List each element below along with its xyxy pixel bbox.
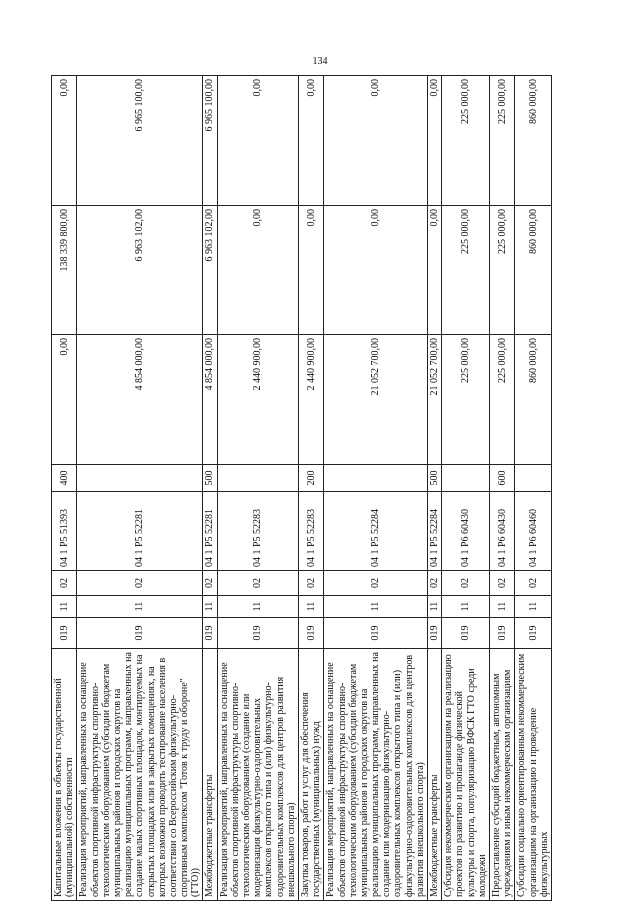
table-row — [324, 76, 428, 901]
amount-2-cell: 138 339 800,00 — [52, 206, 77, 335]
ved-cell: 019 — [203, 618, 217, 649]
pr-cell: 02 — [298, 571, 323, 596]
table-row — [52, 76, 77, 901]
amount-3-cell: 6 965 100,00 — [77, 76, 203, 206]
name-cell: Реализация мероприятий, направленных на оснащение объектов спортивной инфраструктуры спортивно-технологическим оборудованием (субсидии бюджетам муниципальных районов и городских округов на реализацию муниципальных программ, направленных на создание малых спортивных площадок, монтируемых на открытых площадках или в закрытых помещениях, на которых возможно проводить тестирование населения в соответствии со Всероссийским физкультурно-спортивным комплексом "Готов к труду и обороне" (ГТО)) — [77, 649, 203, 901]
amount-2-cell: 225 000,00 — [442, 206, 490, 335]
amount-1-cell: 225 000,00 — [442, 335, 490, 465]
amount-1-cell: 21 052 700,00 — [428, 335, 442, 465]
ved-cell: 019 — [428, 618, 442, 649]
vr-cell: 500 — [203, 465, 217, 492]
rz-cell: 11 — [442, 596, 490, 618]
csr-cell: 04 1 P5 52284 — [428, 492, 442, 571]
name-cell: Межбюджетные трансферты — [428, 649, 442, 901]
table-row — [298, 76, 323, 901]
csr-cell: 04 1 P5 52281 — [203, 492, 217, 571]
vr-cell: 200 — [298, 465, 323, 492]
ved-cell: 019 — [217, 618, 298, 649]
amount-1-cell: 21 052 700,00 — [324, 335, 428, 465]
table-row — [203, 76, 217, 901]
name-cell: Субсидия некоммерческим организациям на реализацию проектов по развитию и пропаганде физической культуры и спорта, популяризацию ВФСК ГТО среди молодежи — [442, 649, 490, 901]
csr-cell: 04 1 P5 52283 — [298, 492, 323, 571]
amount-3-cell: 225 000,00 — [489, 76, 514, 206]
ved-cell: 019 — [77, 618, 203, 649]
csr-cell: 04 1 P5 51393 — [52, 492, 77, 571]
csr-cell: 04 1 P6 60460 — [515, 492, 552, 571]
amount-2-cell: 6 963 102,00 — [77, 206, 203, 335]
csr-cell: 04 1 P5 52284 — [324, 492, 428, 571]
rz-cell: 11 — [428, 596, 442, 618]
rotated-table-wrapper — [51, 76, 589, 901]
amount-1-cell: 4 854 000,00 — [203, 335, 217, 465]
amount-2-cell: 225 000,00 — [489, 206, 514, 335]
pr-cell: 02 — [77, 571, 203, 596]
vr-cell — [515, 465, 552, 492]
ved-cell: 019 — [489, 618, 514, 649]
amount-3-cell: 0,00 — [52, 76, 77, 206]
amount-3-cell: 860 000,00 — [515, 76, 552, 206]
ved-cell: 019 — [442, 618, 490, 649]
csr-cell: 04 1 P6 60430 — [489, 492, 514, 571]
ved-cell: 019 — [298, 618, 323, 649]
rz-cell: 11 — [489, 596, 514, 618]
amount-1-cell: 2 440 900,00 — [298, 335, 323, 465]
name-cell: Межбюджетные трансферты — [203, 649, 217, 901]
name-cell: Капитальные вложения в объекты государственной (муниципальной) собственности — [52, 649, 77, 901]
pr-cell: 02 — [324, 571, 428, 596]
vr-cell — [442, 465, 490, 492]
pr-cell: 02 — [489, 571, 514, 596]
rz-cell: 11 — [324, 596, 428, 618]
rz-cell: 11 — [515, 596, 552, 618]
rz-cell: 11 — [52, 596, 77, 618]
amount-2-cell: 0,00 — [298, 206, 323, 335]
page-number: 134 — [312, 56, 328, 67]
ved-cell: 019 — [52, 618, 77, 649]
amount-2-cell: 0,00 — [428, 206, 442, 335]
vr-cell: 500 — [428, 465, 442, 492]
amount-3-cell: 0,00 — [217, 76, 298, 206]
amount-1-cell: 2 440 900,00 — [217, 335, 298, 465]
pr-cell: 02 — [203, 571, 217, 596]
rz-cell: 11 — [203, 596, 217, 618]
rz-cell: 11 — [298, 596, 323, 618]
table-row — [489, 76, 514, 901]
pr-cell: 02 — [52, 571, 77, 596]
amount-1-cell: 860 000,00 — [515, 335, 552, 465]
table-body — [52, 76, 552, 901]
rz-cell: 11 — [77, 596, 203, 618]
amount-2-cell: 0,00 — [217, 206, 298, 335]
rz-cell: 11 — [217, 596, 298, 618]
table-row — [428, 76, 442, 901]
amount-1-cell: 225 000,00 — [489, 335, 514, 465]
name-cell: Предоставление субсидий бюджетным, автономным учреждениям и иным некоммерческим организациям — [489, 649, 514, 901]
name-cell: Закупка товаров, работ и услуг для обеспечения государственных (муниципальных) нужд — [298, 649, 323, 901]
name-cell: Субсидии социально ориентированным некоммерческим организациям на организацию и проведение физкультурных — [515, 649, 552, 901]
vr-cell — [77, 465, 203, 492]
ved-cell: 019 — [515, 618, 552, 649]
pr-cell: 02 — [217, 571, 298, 596]
vr-cell — [217, 465, 298, 492]
table-row — [442, 76, 490, 901]
amount-3-cell: 225 000,00 — [442, 76, 490, 206]
vr-cell — [324, 465, 428, 492]
csr-cell: 04 1 P6 60430 — [442, 492, 490, 571]
csr-cell: 04 1 P5 52281 — [77, 492, 203, 571]
name-cell: Реализация мероприятий, направленных на оснащение объектов спортивной инфраструктуры спортивно-технологическим оборудованием (создание или модернизация физкультурно-оздоровительных комплексов открытого типа и (или) физкультурно-оздоровительных комплексов для центров развития внешкольного спорта) — [217, 649, 298, 901]
vr-cell: 400 — [52, 465, 77, 492]
pr-cell: 02 — [428, 571, 442, 596]
amount-2-cell: 860 000,00 — [515, 206, 552, 335]
pr-cell: 02 — [442, 571, 490, 596]
pr-cell: 02 — [515, 571, 552, 596]
name-cell: Реализация мероприятий, направленных на оснащение объектов спортивной инфраструктуры спортивно-технологическим оборудованием (субсидии бюджетам муниципальных районов и городских округов на реализацию муниципальных программ, направленных на создание или модернизацию физкультурно-оздоровительных комплексов открытого типа и (или) физкультурно-оздоровительных комплексов для центров развития внешкольного спорта) — [324, 649, 428, 901]
amount-1-cell: 4 854 000,00 — [77, 335, 203, 465]
amount-2-cell: 0,00 — [324, 206, 428, 335]
amount-3-cell: 6 965 100,00 — [203, 76, 217, 206]
amount-2-cell: 6 963 102,00 — [203, 206, 217, 335]
amount-3-cell: 0,00 — [298, 76, 323, 206]
csr-cell: 04 1 P5 52283 — [217, 492, 298, 571]
table-row — [217, 76, 298, 901]
table-row — [77, 76, 203, 901]
ved-cell: 019 — [324, 618, 428, 649]
amount-1-cell: 0,00 — [52, 335, 77, 465]
vr-cell: 600 — [489, 465, 514, 492]
table-row — [515, 76, 552, 901]
budget-table — [51, 75, 552, 901]
amount-3-cell: 0,00 — [324, 76, 428, 206]
amount-3-cell: 0,00 — [428, 76, 442, 206]
